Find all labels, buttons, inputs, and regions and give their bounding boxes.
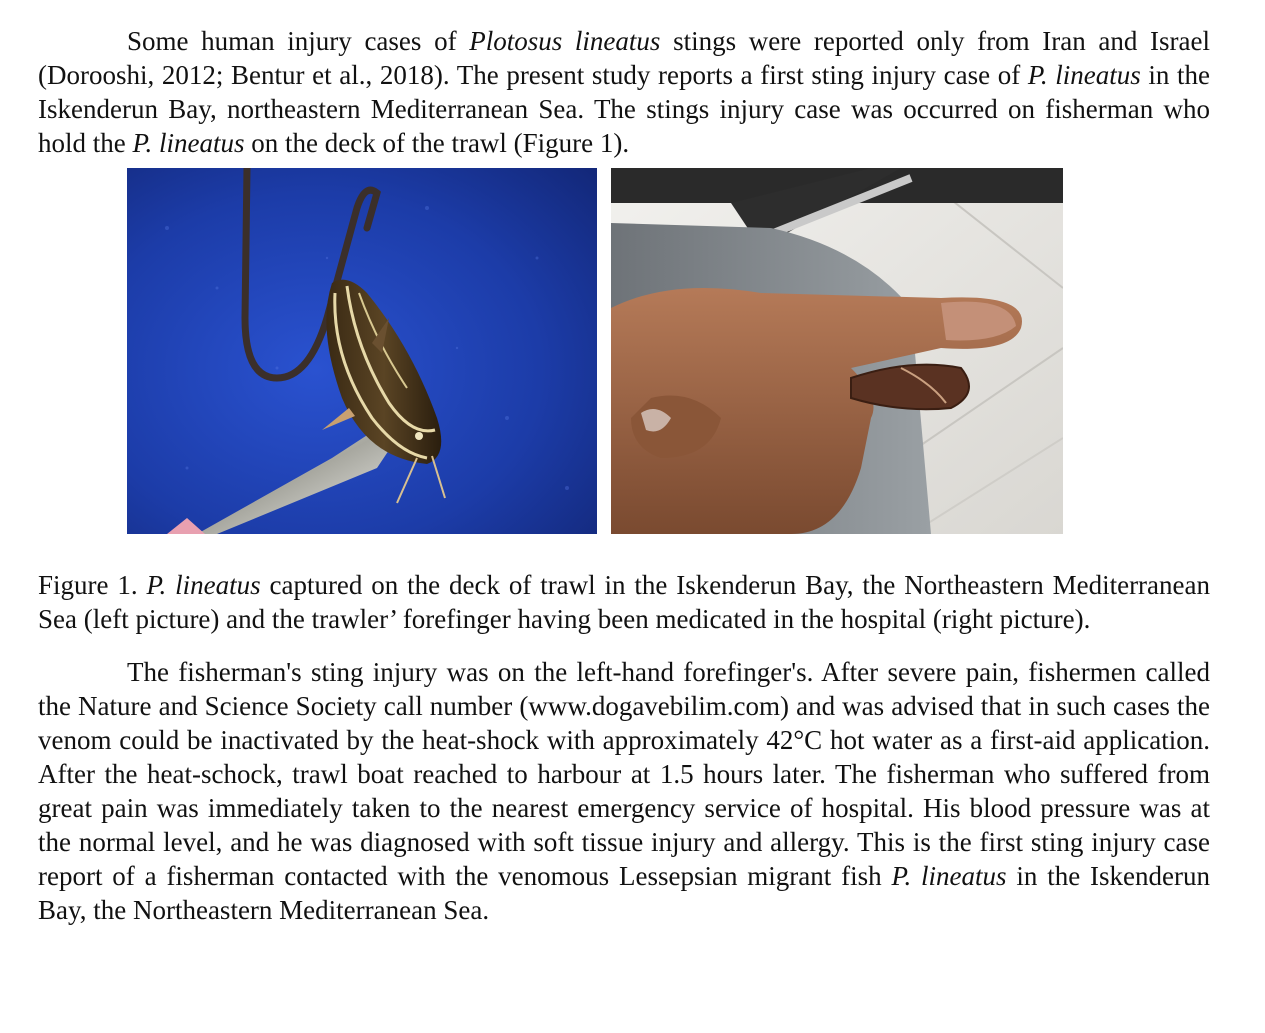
finger-photo-graphic <box>611 168 1063 534</box>
species-name: P. lineatus <box>146 570 261 600</box>
species-name: P. lineatus <box>1027 60 1141 90</box>
text-run: in the Iskenderun Bay, the Northeastern Mediterranean Sea. <box>38 861 1210 925</box>
species-name: Plotosus lineatus <box>469 26 661 56</box>
injured-finger-photo <box>611 168 1063 534</box>
text-run: on the deck of the trawl (Figure 1). <box>244 128 630 158</box>
species-name: P. lineatus <box>891 861 1007 891</box>
paragraph-intro <box>38 24 1210 160</box>
species-name: P. lineatus <box>132 128 245 158</box>
paper-page <box>38 24 1210 927</box>
fish-photo-graphic <box>127 168 597 534</box>
figure-1 <box>38 168 1210 534</box>
text-run: stings were reported only from Iran and Israel (Dorooshi, 2012; Bentur et al., 2018). The present study reports a first sting injury case of <box>38 26 1210 90</box>
paragraph-case-report <box>38 655 1210 927</box>
text-run: Some human injury cases of <box>127 26 470 56</box>
figure-caption <box>38 568 1210 636</box>
text-run: in the Iskenderun Bay, northeastern Mediterranean Sea. The stings injury case was occurred on fisherman who hold the <box>38 60 1210 158</box>
fish-on-deck-photo <box>127 168 597 534</box>
text-run: captured on the deck of trawl in the Iskenderun Bay, the Northeastern Mediterranean Sea (left picture) and the trawler’ forefinger having been medicated in the hospital (right picture). <box>38 570 1210 634</box>
caption-label: Figure 1. <box>38 570 147 600</box>
text-run: The fisherman's sting injury was on the left-hand forefinger's. After severe pain, fishermen called the Nature and Science Society call number (www.dogavebilim.com) and was advised that in such cases the venom could be inactivated by the heat-shock with approximately 42°C hot water as a first-aid application. After the heat-schock, trawl boat reached to harbour at 1.5 hours later. The fisherman who suffered from great pain was immediately taken to the nearest emergency service of hospital. His blood pressure was at the normal level, and he was diagnosed with soft tissue injury and allergy. This is the first sting injury case report of a fisherman contacted with the venomous Lessepsian migrant fish <box>38 657 1210 891</box>
